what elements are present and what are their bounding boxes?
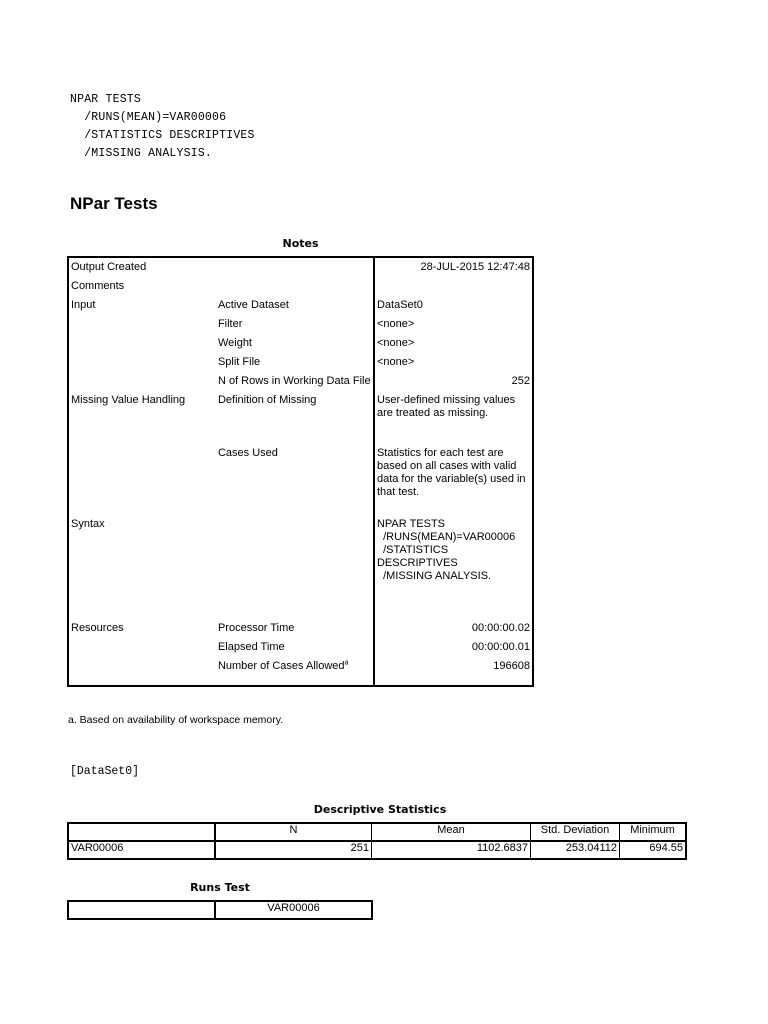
table-row	[68, 444, 533, 515]
row-sublabel	[216, 277, 374, 296]
row-sublabel: Cases Used	[217, 447, 278, 459]
table-row	[68, 315, 533, 334]
table-row	[68, 391, 533, 444]
table-row	[68, 372, 533, 391]
row-value: User-defined missing values are treated as missing.	[374, 391, 533, 444]
syntax-line: /MISSING ANALYSIS.	[70, 147, 213, 160]
row-sublabel: Elapsed Time	[217, 641, 285, 653]
row-value: <none>	[374, 353, 533, 372]
row-value: 00:00:00.02	[374, 619, 533, 638]
row-sublabel	[216, 657, 374, 686]
table-row	[68, 619, 533, 638]
syntax-line: /RUNS(MEAN)=VAR00006	[70, 111, 227, 124]
row-label: Missing Value Handling	[71, 394, 186, 406]
row-sublabel: Split File	[217, 356, 261, 368]
column-header: Std. Deviation	[531, 823, 620, 841]
footnote: a. Based on availability of workspace memory.	[68, 714, 284, 726]
row-value: DataSet0	[374, 296, 533, 315]
table-row	[68, 515, 533, 619]
row-value: Statistics for each test are based on all cases with valid data for the variable(s) used in that test.	[374, 444, 533, 515]
table-cell: 1102.6837	[372, 841, 531, 859]
row-value: 252	[374, 372, 533, 391]
table-row	[68, 296, 533, 315]
row-value: <none>	[374, 315, 533, 334]
notes-table-title: Notes	[282, 237, 319, 250]
column-header: N	[215, 823, 372, 841]
row-label: Input	[71, 299, 96, 311]
row-label	[68, 372, 216, 391]
table-row	[68, 657, 533, 686]
runs-test-table	[67, 900, 373, 920]
dataset-label: [DataSet0]	[70, 765, 140, 778]
row-value: NPAR TESTS /RUNS(MEAN)=VAR00006 /STATISTICS DESCRIPTIVES /MISSING ANALYSIS.	[374, 515, 533, 619]
syntax-line: /STATISTICS DESCRIPTIVES	[70, 129, 255, 142]
row-value: <none>	[374, 334, 533, 353]
column-header: VAR00006	[215, 901, 372, 919]
table-header-row	[68, 823, 686, 841]
row-sublabel: Definition of Missing	[217, 394, 317, 406]
row-sublabel	[216, 257, 374, 277]
column-header: Minimum	[620, 823, 687, 841]
row-value: 196608	[374, 657, 533, 686]
table-row	[68, 841, 686, 859]
row-label	[68, 353, 216, 372]
runs-table-title: Runs Test	[190, 881, 250, 894]
row-sublabel: N of Rows in Working Data File	[217, 375, 371, 387]
descriptive-table-title: Descriptive Statistics	[313, 803, 447, 816]
table-row	[68, 353, 533, 372]
row-sublabel: Filter	[217, 318, 243, 330]
column-header	[68, 823, 215, 841]
row-label: Output Created	[71, 261, 147, 273]
notes-table	[67, 256, 534, 687]
table-row	[68, 277, 533, 296]
table-row	[68, 257, 533, 277]
row-sublabel: Active Dataset	[217, 299, 289, 311]
table-header-row	[68, 901, 372, 919]
table-cell: 253.04112	[531, 841, 620, 859]
table-row	[68, 334, 533, 353]
row-sublabel: Processor Time	[217, 622, 295, 634]
descriptive-statistics-table	[67, 822, 687, 860]
row-label	[68, 334, 216, 353]
table-cell: 251	[215, 841, 372, 859]
row-value: 28-JUL-2015 12:47:48	[374, 257, 533, 277]
syntax-block	[70, 91, 255, 163]
row-sublabel-text: Number of Cases Allowed	[217, 660, 345, 672]
row-label	[68, 638, 216, 657]
column-header-empty	[68, 901, 215, 919]
column-header: Mean	[372, 823, 531, 841]
row-sublabel: Weight	[217, 337, 252, 349]
syntax-line: NPAR TESTS	[70, 93, 142, 106]
row-value	[374, 277, 533, 296]
table-row	[68, 638, 533, 657]
footnote-marker: a	[344, 659, 349, 667]
row-label: Resources	[71, 622, 124, 634]
row-label: Comments	[71, 280, 125, 292]
row-label: VAR00006	[68, 841, 215, 859]
page-heading: NPar Tests	[70, 194, 158, 213]
row-value: 00:00:00.01	[374, 638, 533, 657]
table-cell: 694.55	[620, 841, 687, 859]
row-label: Syntax	[71, 518, 105, 530]
row-label	[68, 315, 216, 334]
row-sublabel	[216, 515, 374, 619]
row-label	[68, 444, 216, 515]
row-label	[68, 657, 216, 686]
